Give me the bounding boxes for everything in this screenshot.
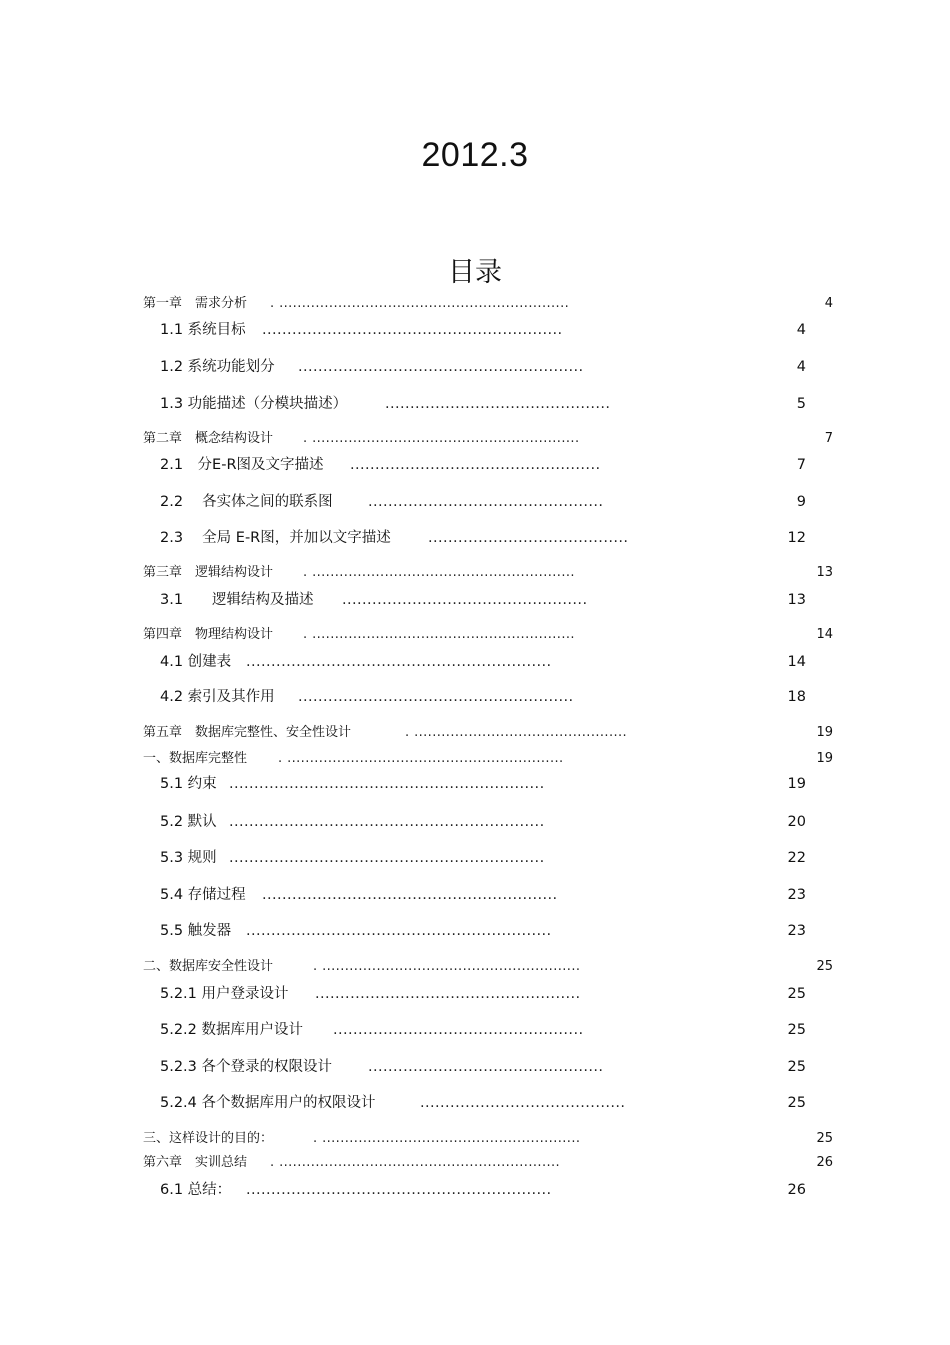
toc-entry-title: 5.2.2 数据库用户设计 <box>160 1022 304 1038</box>
toc-entry-page: 25 <box>816 1131 833 1146</box>
toc-entry-page: 14 <box>816 627 833 642</box>
toc-entry-page: 25 <box>787 1022 806 1038</box>
toc-entry-leader: ........................................ <box>428 530 629 546</box>
toc-entry-title: 4.2 索引及其作用 <box>160 689 275 705</box>
toc-entry-page: 25 <box>787 986 806 1002</box>
toc-entry[interactable] <box>0 495 950 513</box>
toc-entry[interactable] <box>0 432 950 450</box>
toc-entry-leader: ............................................................. <box>246 1182 552 1198</box>
toc-entry-page: 4 <box>796 322 806 338</box>
toc-entry-leader: . ......................................................... <box>313 1131 581 1146</box>
toc-heading: 目录 <box>448 257 502 288</box>
toc-entry[interactable] <box>0 690 950 708</box>
toc-entry-leader: . ............................................................. <box>278 751 564 766</box>
toc-entry-title: 5.2 默认 <box>160 814 217 830</box>
toc-entry-leader: . ......................................................... <box>313 959 581 974</box>
toc-entry-page: 19 <box>816 725 833 740</box>
toc-entry[interactable] <box>0 777 950 795</box>
toc-entry-page: 14 <box>787 654 806 670</box>
toc-entry-leader: ......................................... <box>420 1095 626 1111</box>
toc-entry[interactable] <box>0 1060 950 1078</box>
toc-entry-page: 9 <box>796 494 806 510</box>
toc-entry[interactable] <box>0 323 950 341</box>
toc-entry-page: 19 <box>787 776 806 792</box>
toc-entry-title: 5.3 规则 <box>160 850 217 866</box>
toc-entry[interactable] <box>0 752 950 770</box>
toc-entry-title: 1.3 功能描述（分模块描述） <box>160 396 348 412</box>
toc-entry[interactable] <box>0 851 950 869</box>
toc-entry-leader: ............................................................... <box>229 776 545 792</box>
toc-entry-leader: ..................................................... <box>315 986 581 1002</box>
toc-entry[interactable] <box>0 1096 950 1114</box>
toc-entry-leader: .................................................. <box>333 1022 584 1038</box>
toc-entry[interactable] <box>0 987 950 1005</box>
toc-entry[interactable] <box>0 960 950 978</box>
toc-entry[interactable] <box>0 360 950 378</box>
toc-entry-leader: ............................................................... <box>229 814 545 830</box>
toc-entry[interactable] <box>0 297 950 315</box>
toc-entry-title: 第二章 概念结构设计 <box>143 431 274 446</box>
toc-entry-page: 26 <box>816 1155 833 1170</box>
toc-entry-leader: . .............................................................. <box>270 1155 561 1170</box>
toc-entry-page: 4 <box>824 296 833 311</box>
toc-entry-page: 20 <box>787 814 806 830</box>
toc-entry-title: 5.2.1 用户登录设计 <box>160 986 289 1002</box>
toc-entry-leader: . ............................................... <box>405 725 628 740</box>
toc-entry[interactable] <box>0 1132 950 1150</box>
toc-entry-title: 2.2 各实体之间的联系图 <box>160 494 333 510</box>
toc-entry-leader: ............................................... <box>368 1059 604 1075</box>
toc-entry-page: 12 <box>787 530 806 546</box>
toc-entry[interactable] <box>0 531 950 549</box>
toc-entry[interactable] <box>0 1183 950 1201</box>
toc-entry-page: 23 <box>787 923 806 939</box>
toc-entry-leader: .................................................. <box>350 457 601 473</box>
toc-entry-title: 5.4 存储过程 <box>160 887 246 903</box>
toc-entry[interactable] <box>0 888 950 906</box>
toc-entry-title: 第四章 物理结构设计 <box>143 627 274 642</box>
toc-entry-page: 4 <box>796 359 806 375</box>
toc-entry-title: 第一章 需求分析 <box>143 296 248 311</box>
toc-entry[interactable] <box>0 397 950 415</box>
toc-entry-page: 25 <box>787 1095 806 1111</box>
toc-entry-leader: ............................................... <box>368 494 604 510</box>
toc-entry-title: 第三章 逻辑结构设计 <box>143 565 274 580</box>
toc-entry-title: 第六章 实训总结 <box>143 1155 248 1170</box>
toc-entry-leader: ....................................................... <box>298 689 574 705</box>
toc-entry-leader: ........................................................... <box>262 887 558 903</box>
toc-entry[interactable] <box>0 1156 950 1174</box>
toc-entry-page: 25 <box>816 959 833 974</box>
toc-entry-title: 2.1 分E-R图及文字描述 <box>160 457 324 473</box>
toc-entry-page: 23 <box>787 887 806 903</box>
toc-entry-page: 18 <box>787 689 806 705</box>
toc-entry-title: 6.1 总结： <box>160 1182 232 1198</box>
toc-entry-title: 1.1 系统目标 <box>160 322 246 338</box>
toc-entry-page: 5 <box>796 396 806 412</box>
document-date: 2012.3 <box>421 136 529 174</box>
toc-entry[interactable] <box>0 458 950 476</box>
toc-entry-title: 3.1 逻辑结构及描述 <box>160 592 314 608</box>
toc-entry-title: 5.2.3 各个登录的权限设计 <box>160 1059 333 1075</box>
toc-entry-page: 13 <box>787 592 806 608</box>
toc-entry-title: 5.2.4 各个数据库用户的权限设计 <box>160 1095 376 1111</box>
toc-entry[interactable] <box>0 628 950 646</box>
toc-entry[interactable] <box>0 1023 950 1041</box>
toc-entry-title: 4.1 创建表 <box>160 654 232 670</box>
toc-entry[interactable] <box>0 655 950 673</box>
toc-entry-title: 5.1 约束 <box>160 776 217 792</box>
toc-entry-title: 第五章 数据库完整性、安全性设计 <box>143 725 352 740</box>
toc-entry-leader: ............................................................... <box>229 850 545 866</box>
toc-entry-leader: ............................................................ <box>262 322 563 338</box>
toc-entry-leader: ......................................................... <box>298 359 584 375</box>
toc-entry[interactable] <box>0 566 950 584</box>
toc-entry-leader: ............................................................. <box>246 923 552 939</box>
toc-entry-page: 19 <box>816 751 833 766</box>
toc-entry-page: 7 <box>796 457 806 473</box>
toc-entry-title: 5.5 触发器 <box>160 923 232 939</box>
toc-entry-page: 13 <box>816 565 833 580</box>
toc-entry-page: 22 <box>787 850 806 866</box>
toc-entry-title: 二、数据库安全性设计 <box>143 959 274 974</box>
toc-entry-title: 三、这样设计的目的： <box>143 1131 274 1146</box>
toc-entry-leader: ............................................. <box>385 396 611 412</box>
toc-entry-title: 一、数据库完整性 <box>143 751 248 766</box>
toc-entry-page: 7 <box>824 431 833 446</box>
toc-entry-page: 25 <box>787 1059 806 1075</box>
toc-entry-title: 1.2 系统功能划分 <box>160 359 275 375</box>
toc-entry-leader: ............................................................. <box>246 654 552 670</box>
toc-entry[interactable] <box>0 924 950 942</box>
toc-entry-leader: . ........................................................... <box>303 431 580 446</box>
toc-entry[interactable] <box>0 593 950 611</box>
toc-entry-title: 2.3 全局 E-R图，并加以文字描述 <box>160 530 391 546</box>
toc-entry-page: 26 <box>787 1182 806 1198</box>
toc-entry[interactable] <box>0 815 950 833</box>
toc-entry-leader: ................................................. <box>342 592 588 608</box>
toc-entry[interactable] <box>0 726 950 744</box>
toc-entry-leader: . .......................................................... <box>303 565 575 580</box>
toc-entry-leader: . ................................................................ <box>270 296 570 311</box>
toc-entry-leader: . .......................................................... <box>303 627 575 642</box>
